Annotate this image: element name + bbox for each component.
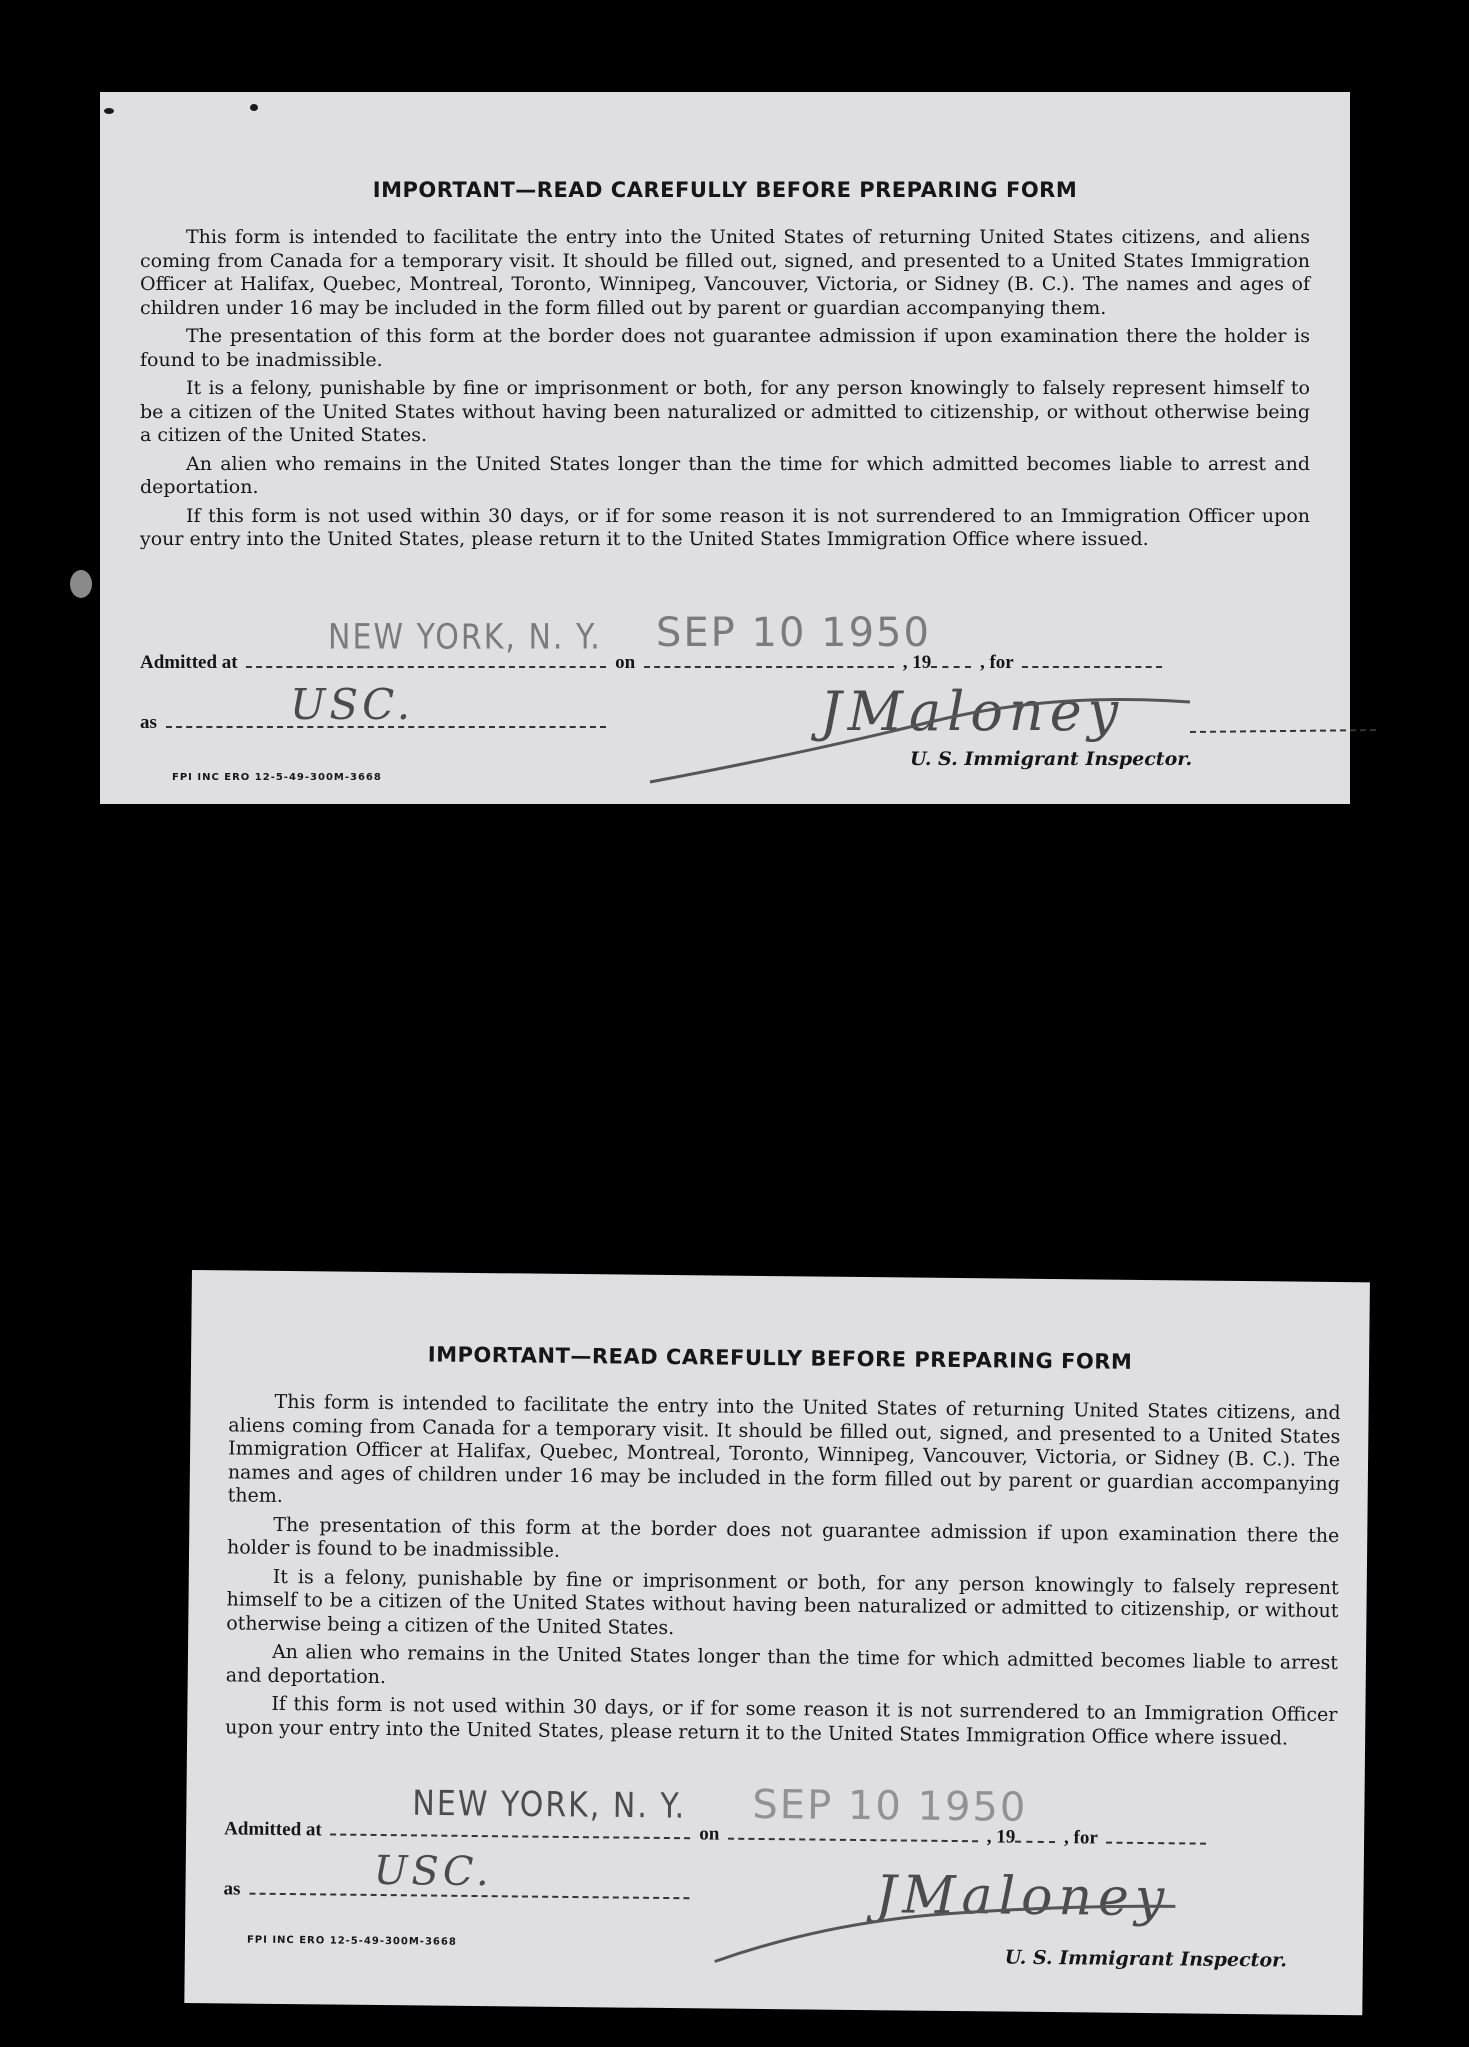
port-stamp: NEW YORK, N. Y. <box>328 617 602 658</box>
form-code: FPI INC ERO 12-5-49-300M-3668 <box>246 1934 457 1948</box>
date-blank <box>728 1837 978 1843</box>
year-label: , 19 <box>902 652 932 673</box>
instruction-paragraph: An alien who remains in the United States longer than the time for which admitted becomes liable to arrest and deportation. <box>225 1640 1339 1688</box>
instruction-paragraph: An alien who remains in the United States longer than the time for which admitted becomes liable to arrest and deportation. <box>140 452 1310 498</box>
signature-flourish <box>630 682 1390 792</box>
form-heading: IMPORTANT—READ CAREFULLY BEFORE PREPARING FORM <box>372 178 1078 202</box>
paper-speck <box>70 570 92 598</box>
form-instructions <box>225 1390 1341 1756</box>
paper-speck <box>104 108 114 114</box>
form-instructions <box>140 226 1310 557</box>
date-stamp: SEP 10 1950 <box>752 1781 1028 1831</box>
inspector-title: U. S. Immigrant Inspector. <box>1004 1946 1288 1972</box>
as-label: as <box>140 712 157 733</box>
instruction-paragraph: This form is intended to facilitate the entry into the United States of returning United States citizens, and aliens coming from Canada for a temporary visit. It should be filled out, signed, and presented to a United States Immigration Officer at Halifax, Quebec, Montreal, Toronto, Winnipeg, Vancouver, Victoria, or Sidney (B. C.). The names and ages of children under 16 may be included in the form filled out by parent or guardian accompanying them. <box>140 226 1310 319</box>
form-heading: IMPORTANT—READ CAREFULLY BEFORE PREPARING FORM <box>427 1342 1133 1374</box>
instruction-paragraph: It is a felony, punishable by fine or imprisonment or both, for any person knowingly to falsely represent himself to be a citizen of the United States without having been naturalized or admitted to citizenship, or without otherwise being a citizen of the United States. <box>226 1565 1339 1639</box>
admitted-place-blank <box>330 1832 690 1839</box>
instruction-paragraph: This form is intended to facilitate the entry into the United States of returning United States citizens, and aliens coming from Canada for a temporary visit. It should be filled out, signed, and presented to a United States Immigration Officer at Halifax, Quebec, Montreal, Toronto, Winnipeg, Vancouver, Victoria, or Sidney (B. C.). The names and ages of children under 16 may be included in the form filled out by parent or guardian accompanying them. <box>227 1390 1341 1507</box>
handwritten-classification: USC. <box>373 1847 493 1896</box>
inspector-title: U. S. Immigrant Inspector. <box>910 748 1193 770</box>
admitted-line <box>140 652 1166 674</box>
instruction-paragraph: If this form is not used within 30 days, or if for some reason it is not surrendered to an Immigration Officer upon your entry into the United States, please return it to the United States Immigration Office where issued. <box>140 504 1310 550</box>
port-stamp: NEW YORK, N. Y. <box>412 1783 687 1827</box>
form-code: FPI INC ERO 12-5-49-300M-3668 <box>172 772 382 783</box>
admitted-label: Admitted at <box>224 1818 322 1841</box>
instruction-paragraph: The presentation of this form at the border does not guarantee admission if upon examination there the holder is found to be inadmissible. <box>140 325 1310 371</box>
immigration-form-card-1 <box>100 92 1350 804</box>
on-label: on <box>615 652 636 673</box>
immigration-form-card-2 <box>184 1270 1370 2015</box>
signature-flourish <box>705 1881 1346 1988</box>
on-label: on <box>699 1823 720 1845</box>
year-blank <box>1015 1840 1055 1843</box>
paper-speck <box>250 104 258 111</box>
inspector-signature: JMaloney <box>875 1865 1171 1929</box>
as-label: as <box>223 1878 241 1900</box>
inspector-signature: JMaloney <box>820 680 1125 743</box>
year-label: , 19 <box>986 1826 1016 1848</box>
for-blank <box>1106 1841 1206 1845</box>
for-label: , for <box>979 652 1014 673</box>
admitted-line <box>224 1818 1210 1850</box>
instruction-paragraph: If this form is not used within 30 days, or if for some reason it is not surrendered to an Immigration Officer upon your entry into the United States, please return it to the United States Immigration Office where issued. <box>225 1692 1338 1750</box>
admitted-label: Admitted at <box>140 652 238 673</box>
year-blank <box>931 665 971 668</box>
admitted-place-blank <box>246 665 606 668</box>
instruction-paragraph: It is a felony, punishable by fine or imprisonment or both, for any person knowingly to falsely represent himself to be a citizen of the United States without having been naturalized or admitted to citizenship, or without otherwise being a citizen of the United States. <box>140 377 1310 446</box>
date-stamp: SEP 10 1950 <box>656 610 931 656</box>
instruction-paragraph: The presentation of this form at the border does not guarantee admission if upon examination there the holder is found to be inadmissible. <box>226 1513 1340 1562</box>
date-blank <box>644 665 894 668</box>
for-blank <box>1022 665 1162 668</box>
for-label: , for <box>1063 1827 1098 1849</box>
handwritten-classification: USC. <box>290 680 415 729</box>
